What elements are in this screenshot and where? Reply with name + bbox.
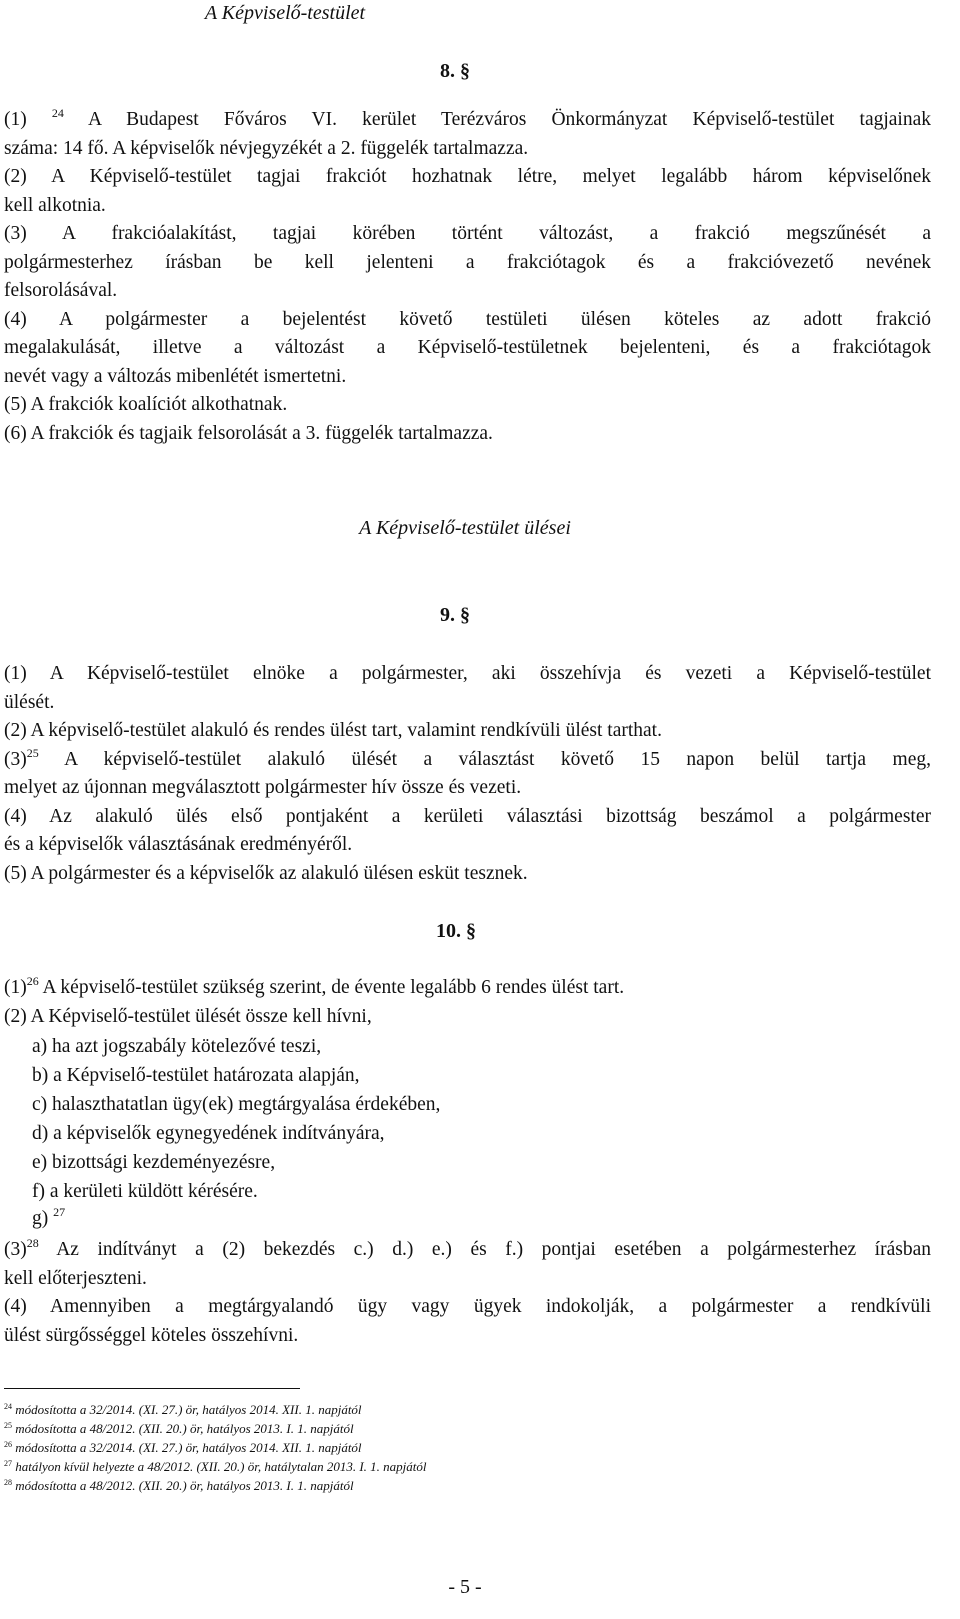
section-heading-8: 8. §	[440, 60, 470, 82]
section-subtitle: A Képviselő-testület ülései	[359, 517, 571, 539]
s9-p3-line2: melyet az újonnan megválasztott polgármester hív össze és vezeti.	[4, 777, 522, 798]
section-heading-9: 9. §	[440, 604, 470, 626]
s8-p4-line1: (4) A polgármester a bejelentést követő testületi ülésen köteles az adott frakció	[4, 308, 931, 330]
s8-p6: (6) A frakciók és tagjaik felsorolását a 3. függelék tartalmazza.	[4, 422, 493, 444]
list-item-c: c) halaszthatatlan ügy(ek) megtárgyalása érdekében,	[32, 1094, 441, 1115]
page-number: - 5 -	[448, 1576, 482, 1598]
list-item-e: e) bizottsági kezdeményezésre,	[32, 1152, 276, 1173]
s10-p1: $(1)^{26}$ A képviselő-testület szükség szerint, de évente legalább 6 rendes ülést tart.	[4, 974, 625, 998]
s9-p5: (5) A polgármester és a képviselők az alakuló ülésen esküt tesznek.	[4, 862, 528, 884]
s8-p2-line2: kell alkotnia.	[4, 194, 106, 216]
footnote-24: $^{24}$ módosította a 32/2014. (XI. 27.) ör, hatályos 2014. XII. 1. napjától	[4, 1402, 362, 1417]
list-item-d: d) a képviselők egynegyedének indítványára,	[32, 1123, 385, 1144]
page-title: A Képviselő-testület	[204, 2, 366, 24]
s10-p3-line1: $(3)^{28}$ Az indítványt a (2) bekezdés c.) d.) e.) és f.) pontjai esetében a polgármesterhez írásban	[4, 1236, 931, 1260]
s9-p4-line1: (4) Az alakuló ülés első pontjaként a kerületi választási bizottság beszámol a polgármester	[4, 805, 931, 827]
s8-p3-line3: felsorolásával.	[4, 280, 118, 301]
s10-p3-line2: kell előterjeszteni.	[4, 1267, 147, 1289]
s8-p4-line2: megalakulását, illetve a változást a Képviselő-testületnek bejelenteni, és a frakciótagok	[4, 337, 931, 358]
s8-p5: (5) A frakciók koalíciót alkothatnak.	[4, 394, 288, 415]
section-10-body-continued	[4, 1236, 931, 1350]
s9-p4-line2: és a képviselők választásának eredményéről.	[4, 834, 353, 855]
s9-p1-line2: ülését.	[4, 691, 55, 713]
section-10-body	[4, 974, 931, 1031]
list-item-a: a) ha azt jogszabály kötelezővé teszi,	[32, 1036, 322, 1057]
s8-p3-line2: polgármesterhez írásban be kell jelenteni a frakciótagok és a frakcióvezető nevének	[4, 251, 931, 273]
footnote-ref-28[interactable]: 28	[26, 1236, 39, 1250]
s9-p2: (2) A képviselő-testület alakuló és rendes ülést tart, valamint rendkívüli ülést tarthat.	[4, 720, 662, 741]
list-item-f: f) a kerületi küldött kérésére.	[32, 1181, 258, 1202]
s8-p3-line1: (3) A frakcióalakítást, tagjai körében történt változást, a frakció megszűnését a	[4, 223, 931, 244]
footnote-separator	[4, 1388, 300, 1389]
footnote-26: $^{26}$ módosította a 32/2014. (XI. 27.) ör, hatályos 2014. XII. 1. napjától	[4, 1440, 362, 1455]
footnote-25: $^{25}$ módosította a 48/2012. (XII. 20.) ör, hatályos 2013. I. 1. napjától	[4, 1421, 354, 1436]
footnote-ref-26[interactable]: 26	[26, 974, 39, 988]
footnote-ref-27[interactable]: 27	[53, 1205, 66, 1219]
s10-p4-line2: ülést sürgősséggel köteles összehívni.	[4, 1324, 299, 1346]
footnote-27: $^{27}$ hatályon kívül helyezte a 48/2012. (XII. 20.) ör, hatálytalan 2013. I. 1. napjától	[4, 1459, 427, 1474]
s8-p1-line2: száma: 14 fő. A képviselők névjegyzékét a 2. függelék tartalmazza.	[4, 137, 529, 159]
s9-p1-line1: (1) A Képviselő-testület elnöke a polgármester, aki összehívja és vezeti a Képviselő-testület	[4, 663, 931, 684]
list-item-b: b) a Képviselő-testület határozata alapján,	[32, 1065, 360, 1086]
list-item-g: g) $^{27}$	[32, 1205, 66, 1229]
section-9-body	[4, 660, 931, 888]
footnote-ref-25[interactable]: 25	[26, 745, 39, 760]
section-heading-10: 10. §	[436, 920, 476, 942]
section-8-body	[4, 106, 931, 448]
s9-p3-line1: $(3)^{25}$ A képviselő-testület alakuló ülését a választást követő 15 napon belül tartja meg,	[4, 745, 931, 770]
s10-p4-line1: (4) Amennyiben a megtárgyalandó ügy vagy ügyek indokolják, a polgármester a rendkívüli	[4, 1296, 931, 1317]
footnote-ref-24[interactable]: 24	[51, 106, 64, 120]
s8-p2-line1: (2) A Képviselő-testület tagjai frakciót hozhatnak létre, melyet legalább három képviselőnek	[4, 166, 931, 187]
s8-p4-line3: nevét vagy a változás mibenlétét ismertetni.	[4, 365, 347, 387]
footnote-28: $^{28}$ módosította a 48/2012. (XII. 20.) ör, hatályos 2013. I. 1. napjától	[4, 1478, 354, 1493]
s8-p1-line1: (1) $^{24}$ A Budapest Főváros VI. kerület Terézváros Önkormányzat Képviselő-testület tagjainak	[4, 106, 931, 130]
s10-p2: (2) A Képviselő-testület ülését össze kell hívni,	[4, 1005, 372, 1027]
